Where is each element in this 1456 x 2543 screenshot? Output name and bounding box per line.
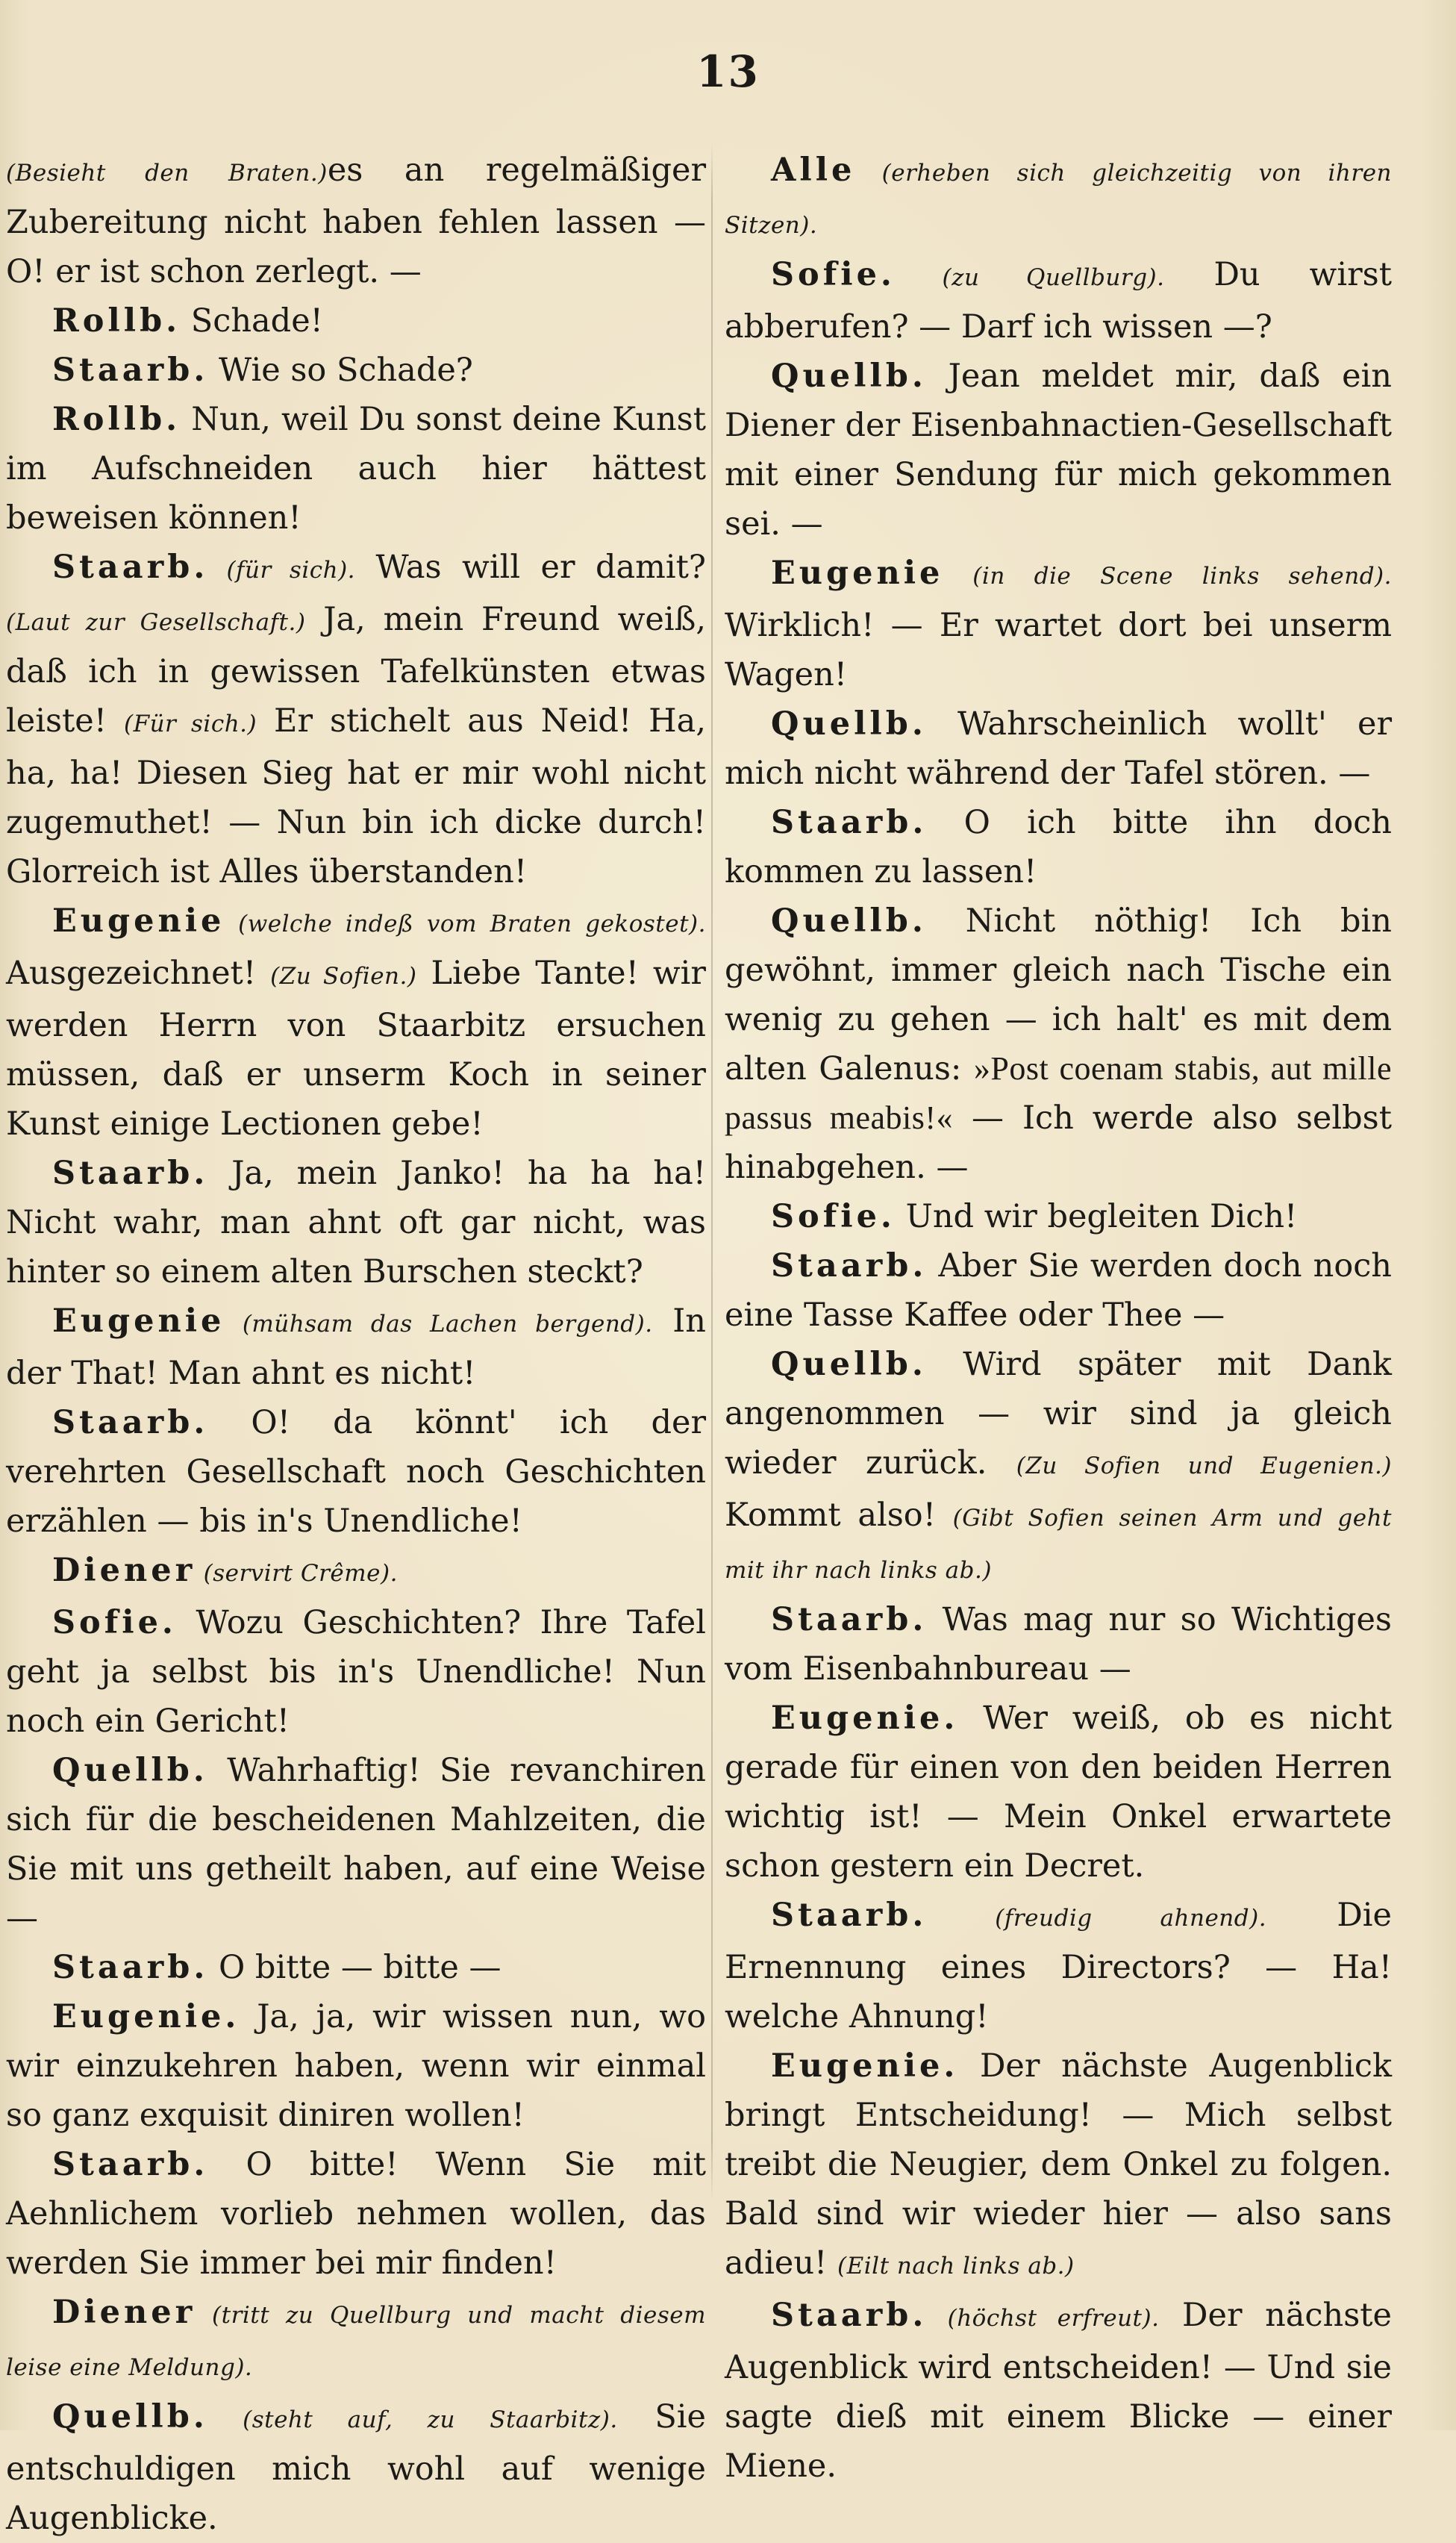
page-number: 13 — [696, 46, 760, 97]
dialogue-paragraph — [6, 1992, 706, 2140]
speaker-name: Eugenie — [771, 555, 944, 592]
dialogue-paragraph — [725, 1891, 1392, 2041]
dialogue-text: Der nächste Augenblick bringt Entscheidung! — Mich selbst treibt die Neugier, dem Onkel zu folgen. Bald sind wir wieder hier — also sans adieu! — [725, 2047, 1392, 2282]
dialogue-text: Ja, mein Freund weiß, daß ich in gewissen Tafelkünsten etwas leiste! — [6, 601, 706, 740]
dialogue-text: Schade! — [181, 302, 323, 340]
dialogue-text: O ich bitte ihn doch kommen zu lassen! — [725, 804, 1392, 890]
speaker-name: Quellb. — [771, 902, 927, 940]
stage-direction: (Für sich.) — [123, 711, 257, 737]
dialogue-paragraph — [725, 1340, 1392, 1595]
dialogue-paragraph — [6, 395, 706, 543]
dialogue-paragraph — [725, 1241, 1392, 1340]
dialogue-text: Kommt also! — [725, 1497, 953, 1534]
stage-direction: (Zu Sofien.) — [270, 963, 417, 990]
speaker-name: Alle — [771, 152, 856, 189]
dialogue-text: Wirklich! — Er wartet dort bei unserm Wagen! — [725, 607, 1392, 693]
stage-direction: (höchst erfreut). — [927, 2305, 1160, 2332]
dialogue-paragraph — [6, 2140, 706, 2288]
dialogue-text: O bitte! Wenn Sie mit Aehnlichem vorlieb nehmen wollen, das werden Sie immer bei mir finden! — [6, 2146, 706, 2282]
dialogue-paragraph — [725, 2041, 1392, 2291]
stage-direction: (erheben sich gleichzeitig von ihren Sitzen). — [725, 160, 1392, 239]
speaker-name: Staarb. — [52, 1949, 209, 1986]
dialogue-paragraph — [725, 1595, 1392, 1694]
dialogue-text: Was will er damit? — [355, 549, 706, 586]
dialogue-paragraph — [6, 543, 706, 896]
dialogue-paragraph — [725, 798, 1392, 896]
dialogue-paragraph — [725, 896, 1392, 1192]
dialogue-paragraph — [6, 1598, 706, 1746]
speaker-name: Quellb. — [771, 358, 927, 395]
dialogue-text: Wahrhaftig! Sie revanchiren sich für die bescheidenen Mahlzeiten, die Sie mit uns getheilt haben, auf eine Weise — — [6, 1752, 706, 1937]
dialogue-paragraph — [6, 146, 706, 296]
speaker-name: Diener — [52, 1552, 196, 1589]
dialogue-text: O! er ist schon zerlegt. — — [6, 253, 422, 290]
dialogue-text: Nun, weil Du sonst deine Kunst im Aufschneiden auch hier hättest beweisen können! — [6, 401, 706, 537]
dialogue-paragraph — [6, 896, 706, 1149]
dialogue-text: Wozu Geschichten? Ihre Tafel geht ja selbst bis in's Unendliche! Nun noch ein Gericht! — [6, 1604, 706, 1740]
dialogue-text: O! da könnt' ich der verehrten Gesellschaft noch Geschichten erzählen — bis in's Unendliche! — [6, 1404, 706, 1540]
dialogue-text: Aber Sie werden doch noch eine Tasse Kaffee oder Thee — — [725, 1247, 1392, 1334]
right-column — [720, 146, 1392, 2491]
dialogue-paragraph — [725, 699, 1392, 798]
dialogue-paragraph — [6, 1546, 706, 1598]
speaker-name: Eugenie. — [52, 1998, 240, 2035]
speaker-name: Staarb. — [771, 1897, 928, 1934]
dialogue-text: es an regelmäßiger Zubereitung nicht haben fehlen lassen — — [6, 152, 706, 241]
stage-direction: (für sich). — [208, 557, 356, 584]
dialogue-paragraph — [6, 1398, 706, 1546]
speaker-name: Diener — [52, 2294, 196, 2331]
dialogue-text: Der nächste Augenblick wird entscheiden! — Und sie sagte dieß mit einem Blicke — einer Miene. — [725, 2297, 1392, 2485]
dialogue-paragraph — [725, 1192, 1392, 1241]
dialogue-text: Wer weiß, ob es nicht gerade für einen von den beiden Herren wichtig ist! — Mein Onkel erwartete schon gestern ein Decret. — [725, 1700, 1392, 1885]
speaker-name: Quellb. — [52, 1752, 208, 1789]
speaker-name: Quellb. — [771, 705, 927, 743]
speaker-name: Sofie. — [771, 256, 896, 293]
stage-direction: (Eilt nach links ab.) — [837, 2253, 1075, 2280]
speaker-name: Sofie. — [771, 1198, 896, 1235]
dialogue-paragraph — [6, 296, 706, 346]
speaker-name: Staarb. — [771, 1247, 928, 1285]
dialogue-text: Und wir begleiten Dich! — [895, 1198, 1298, 1235]
dialogue-text: Ja, mein Janko! ha ha ha! Nicht wahr, man ahnt oft gar nicht, was hinter so einem alten Burschen steckt? — [6, 1155, 706, 1291]
stage-direction: (in die Scene links sehend). — [943, 563, 1392, 590]
dialogue-text: Sie entschuldigen mich wohl auf wenige Augenblicke. — [6, 2398, 707, 2537]
speaker-name: Rollb. — [52, 401, 181, 438]
stage-direction: (mühsam das Lachen bergend). — [225, 1311, 653, 1338]
speaker-name: Staarb. — [771, 804, 928, 841]
speaker-name: Sofie. — [52, 1604, 177, 1641]
dialogue-paragraph — [725, 146, 1392, 250]
dialogue-text: Ja, ja, wir wissen nun, wo wir einzukehren haben, wenn wir einmal so ganz exquisit diniren wollen! — [6, 1998, 706, 2134]
dialogue-paragraph — [6, 2288, 706, 2392]
dialogue-text: Die Ernennung eines Directors? — Ha! welche Ahnung! — [725, 1897, 1392, 2035]
speaker-name: Quellb. — [52, 2398, 208, 2436]
speaker-name: Quellb. — [771, 1346, 927, 1383]
speaker-name: Eugenie — [52, 1302, 225, 1340]
stage-direction: (freudig ahnend). — [927, 1905, 1267, 1932]
dialogue-paragraph — [6, 346, 706, 395]
dialogue-paragraph — [6, 1297, 706, 1398]
dialogue-paragraph — [725, 549, 1392, 699]
dialogue-text: — Ich werde also selbst hinabgehen. — — [725, 1099, 1392, 1186]
dialogue-text: Du wirst abberufen? — Darf ich wissen —? — [725, 256, 1393, 346]
speaker-name: Staarb. — [771, 1601, 928, 1638]
dialogue-paragraph — [725, 352, 1392, 549]
dialogue-text: O bitte — bitte — — [208, 1949, 502, 1986]
dialogue-text: In der That! Man ahnt es nicht! — [6, 1302, 706, 1392]
stage-direction: (Gibt Sofien seinen Arm und geht mit ihr nach links ab.) — [725, 1505, 1392, 1584]
speaker-name: Staarb. — [52, 352, 209, 389]
speaker-name: Staarb. — [52, 1404, 209, 1441]
dialogue-text: Wird später mit Dank angenommen — wir sind ja gleich wieder zurück. — [725, 1346, 1392, 1482]
stage-direction: (zu Quellburg). — [895, 264, 1165, 291]
latin-quote: »Post coenam stabis, aut mille passus meabis!« — [725, 1050, 1392, 1136]
dialogue-text: Liebe Tante! wir werden Herrn von Staarbitz ersuchen müssen, daß er unserm Koch in seiner Kunst einige Lectionen gebe! — [6, 955, 706, 1143]
stage-direction: (servirt Crême). — [196, 1560, 398, 1587]
dialogue-text: Wahrscheinlich wollt' er mich nicht während der Tafel stören. — — [725, 705, 1392, 792]
speaker-name: Staarb. — [52, 1155, 209, 1192]
stage-direction: (welche indeß vom Braten gekostet). — [225, 911, 706, 937]
speaker-name: Eugenie — [52, 902, 225, 940]
dialogue-paragraph — [6, 1149, 706, 1297]
stage-direction: (steht auf, zu Staarbitz). — [207, 2406, 618, 2433]
dialogue-paragraph — [725, 250, 1392, 352]
speaker-name: Eugenie. — [771, 2047, 959, 2085]
speaker-name: Staarb. — [52, 549, 209, 586]
dialogue-text: Jean meldet mir, daß ein Diener der Eisenbahnactien-Gesellschaft mit einer Sendung für mich gekommen sei. — — [725, 358, 1392, 543]
speaker-name: Staarb. — [771, 2297, 928, 2334]
speaker-name: Staarb. — [52, 2146, 209, 2183]
stage-direction: (Besieht den Braten.) — [6, 160, 328, 187]
stage-direction: (Laut zur Gesellschaft.) — [6, 609, 306, 636]
dialogue-text: Ausgezeichnet! — [6, 955, 271, 992]
dialogue-paragraph — [6, 2392, 706, 2543]
dialogue-paragraph — [725, 1694, 1392, 1891]
stage-direction: (tritt zu Quellburg und macht diesem leise eine Meldung). — [6, 2302, 706, 2381]
dialogue-text: Er stichelt aus Neid! Ha, ha, ha! Diesen Sieg hat er mir wohl nicht zugemuthet! — Nun bin ich dicke durch! Glorreich ist Alles überstanden! — [6, 702, 706, 890]
column-divider — [711, 142, 713, 2202]
speaker-name: Eugenie. — [771, 1700, 959, 1737]
dialogue-text: Wie so Schade? — [208, 352, 473, 389]
dialogue-paragraph — [6, 1943, 706, 1992]
left-column — [0, 146, 709, 2543]
dialogue-paragraph — [6, 1746, 706, 1943]
speaker-name: Rollb. — [52, 302, 181, 340]
dialogue-paragraph — [725, 2291, 1392, 2491]
dialogue-text: Was mag nur so Wichtiges vom Eisenbahnbureau — — [725, 1601, 1392, 1688]
stage-direction: (Zu Sofien und Eugenien.) — [1016, 1453, 1392, 1479]
dialogue-text: Nicht nöthig! Ich bin gewöhnt, immer gleich nach Tische ein wenig zu gehen — ich halt' es mit dem alten Galenus: — [725, 902, 1392, 1088]
